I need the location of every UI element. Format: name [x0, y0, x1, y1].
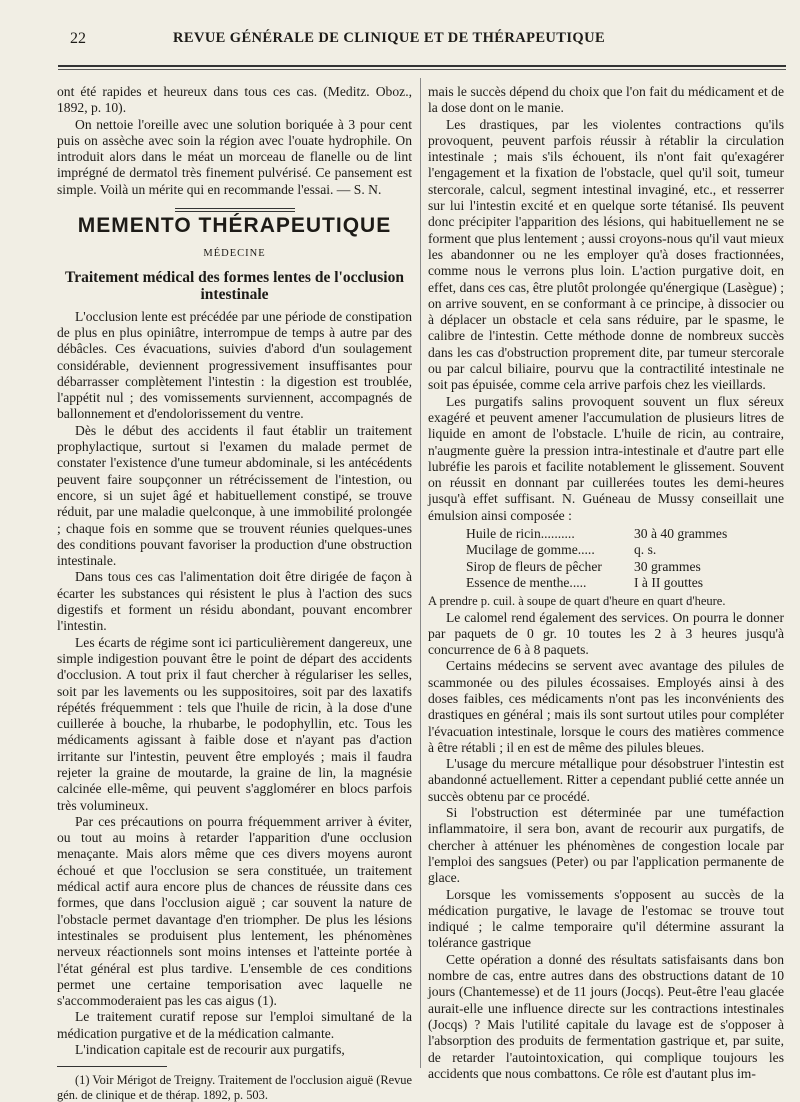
- left-column: [57, 84, 412, 1102]
- body-paragraph: L'indication capitale est de recourir aux purgatifs,: [75, 1042, 345, 1058]
- body-paragraph: Le traitement curatif repose sur l'emploi simultané de la médication purgative et de la médication calmante.: [57, 1009, 412, 1041]
- body-paragraph: Dès le début des accidents il faut établir un traitement prophylactique, surtout si l'examen du malade permet de constater l'existence d'une tumeur abdominale, si les antécédents peuvent faire soupçonner un rétrécissement de l'intestion, ou encore, si un sujet âgé et habituellement constipé, se trouve réduit, par une maladie quelconque, à une immobilité prolongée ; chaque fois en somme que se trouvent réunies quelques-unes des conditions pouvant favoriser la production d'une obstruction intestinale.: [57, 422, 412, 569]
- body-paragraph: Lorsque les vomissements s'opposent au succès de la médication purgative, le lavage de l'estomac se trouve tout indiqué ; le calme temporaire qu'il détermine assurant la tolérance gastrique: [428, 886, 784, 951]
- formula-row: [466, 542, 784, 558]
- body-paragraph: L'usage du mercure métallique pour désobstruer l'intestin est abandonné actuellement. Ritter a cependant publié cette année un succès obtenu par ce procédé.: [428, 756, 784, 804]
- formula-quantity: q. s.: [634, 542, 657, 558]
- prescription-formula: [466, 526, 784, 591]
- body-paragraph: Cette opération a donné des résultats satisfaisants dans bon nombre de cas, entre autres dans des obstructions datant de 10 jours (Chantemesse) et de 11 jours (Jocqs). Peut-être l'eau glacée aurait-elle une influence directe sur les contractions intestinales (Jocqs) ? Mais l'utilité capitale du lavage est de s'opposer à l'absorption des produits de fermentation gastrique et, par suite, de retarder l'autointoxication, qui complique toujours les accidents que nous combattons. Ce rôle est d'autant plus im-: [428, 951, 784, 1081]
- footnote-rule: [57, 1066, 167, 1067]
- body-paragraph: Le calomel rend également des services. On pourra le donner par paquets de 0 gr. 10 toutes les 2 à 3 heures jusqu'à concurrence de 6 à 8 paquets.: [428, 609, 784, 658]
- formula-ingredient: Huile de ricin..........: [466, 526, 575, 542]
- formula-quantity: 30 grammes: [634, 558, 701, 574]
- body-paragraph: Par ces précautions on pourra fréquemment arriver à éviter, ou tout au moins à retarder l'apparition d'une occlusion menaçante. Mais alors même que ces divers moyens auront échoué et que l'occlusion se sera constituée, un traitement médical actif aura encore plus de chances de réussite dans ces formes, que dans l'occlusion aiguë ; car souvent la nature de l'obstacle permet davantage d'en triompher. De plus les lésions intestinales se produisent plus lentement, les phénomènes nerveux réactionnels sont moins intenses et l'atteinte portée à l'état général est plus tardive. L'ensemble de ces conditions permet une certaine temporisation avec laquelle ne s'accommoderaient pas les cas aigus (1).: [57, 813, 412, 1009]
- body-paragraph: Les drastiques, par les violentes contractions qu'ils provoquent, peuvent parfois réussir à rétablir la circulation intestinale ; mais s'ils échouent, ils n'ont fait qu'exagérer l'engagement et la fixation de l'obstacle, quel qu'il soit, tumeur stercorale, calcul, segment intestinal invaginé, etc., et resserrer sur lui l'intestin excité et en quelque sorte tétanisé. Ils peuvent donc précipiter l'apparition des lésions, qui habituellement ne se forment que plus lentement ; aussi croyons-nous qu'il vaut mieux les abandonner ou ne les employer qu'à doses fractionnées, comme nous le verrons plus loin. L'action purgative doit, en effet, dans ces cas, être plutôt prolongée qu'énergique (Lasègue) ; on arrive souvent, en se conformant à ce principe, à dissocier ou à déplacer un obstacle et cela sans réduire, par le spasme, le calibre de l'intestin. Cette méthode donne de nombreux succès dans les cas d'obstruction proprement dite, par tumeur stercorale ou par calcul biliaire, pourvu que la contractilité intestinale ne soit pas épuisée, comme cela arrive parfois chez les vieillards.: [428, 116, 784, 393]
- section-rule: [175, 208, 295, 209]
- article-title: Traitement médical des formes lentes de l'occlusion intestinale: [65, 268, 404, 303]
- body-paragraph: Si l'obstruction est déterminée par une tuméfaction inflammatoire, il sera bon, avant de recourir aux purgatifs, de chercher à atténuer les phénomènes de congestion locale par l'emploi des sangsues (Peter) ou par l'application permanente de glace.: [428, 805, 784, 886]
- body-paragraph: mais le succès dépend du choix que l'on fait du médicament et de la dose dont on le manie.: [428, 84, 784, 116]
- section-label: MÉDECINE: [203, 248, 266, 260]
- formula-quantity: I à II gouttes: [634, 574, 704, 590]
- formula-ingredient: Essence de menthe.....: [466, 574, 587, 590]
- body-paragraph: Dans tous ces cas l'alimentation doit être dirigée de façon à écarter les substances qui résistent le plus à l'action des sucs digestifs et forment un résidu abondant, pouvant encombrer l'intestin.: [57, 569, 412, 634]
- formula-row: [466, 526, 784, 542]
- formula-ingredient: Sirop de fleurs de pêcher: [466, 558, 602, 574]
- footnote: (1) Voir Mérigot de Treigny. Traitement de l'occlusion aiguë (Revue gén. de clinique et de thérap. 1892, p. 503.: [57, 1073, 412, 1102]
- formula-quantity: 30 à 40 grammes: [634, 526, 728, 542]
- memento-heading: MEMENTO THÉRAPEUTIQUE: [77, 214, 392, 238]
- body-paragraph: L'occlusion lente est précédée par une période de constipation de plus en plus opiniâtre, interrompue de temps à autre par des débâcles. Ces évacuations, suivies d'abord d'un soulagement considérable, deviennent progressivement insuffisantes pour débarrasser complètement l'intestin : la digestion est troublée, l'appétit nul ; des vomissements surviennent, accompagnés de ballonnement et d'endolorissement du ventre.: [57, 308, 412, 422]
- page-header: [0, 30, 800, 54]
- body-paragraph: Certains médecins se servent avec avantage des pilules de scammonée ou des pilules écossaises. Employés ainsi à des doses faibles, ces médicaments n'ont pas les inconvénients des drastiques en général ; mais ils sont surtout utiles pour compléter l'évacuation intestinale, lorsque le cours des matières commence à être rétabli ; il en est de même des pilules bleues.: [428, 658, 784, 755]
- header-rule-thin: [58, 69, 786, 70]
- page-number: 22: [70, 30, 86, 47]
- running-title: REVUE GÉNÉRALE DE CLINIQUE ET DE THÉRAPEUTIQUE: [173, 30, 606, 46]
- body-paragraph: Les écarts de régime sont ici particulièrement dangereux, une simple indigestion pouvant être le point de départ des accidents d'occlusion. A tout prix il faut chercher à régulariser les selles, soit par les lavements ou les suppositoires, soit par des laxatifs répétés fréquemment : tels que l'huile de ricin, à la dose d'une cuillerée à bouche, la rhubarbe, le podophyllin, etc. Tous les médicaments agissant à faible dose et n'ayant pas d'action irritante sur l'intestin, peuvent être employés ; mais il faudra rejeter la graine de moutarde, la graine de lin, la magnésie calcinée elle-même, qui peuvent s'agglomérer en blocs parfois très volumineux.: [57, 634, 412, 813]
- right-column: [428, 84, 784, 1082]
- body-paragraph: Les purgatifs salins provoquent souvent un flux séreux exagéré et peuvent amener l'accumulation de plusieurs litres de liquide en amont de l'obstacle. L'huile de ricin, au contraire, n'augmente guère la pression intra-intestinale et d'autre part elle lubréfie les parois et facilite notablement le glissement. Souvent on réussit en donnant par cuillerées toutes les demi-heures jusqu'à effet suffisant. N. Guéneau de Mussy conseillait une émulsion ainsi composée :: [428, 393, 784, 523]
- intro-paragraph: ont été rapides et heureux dans tous ces cas. (Meditz. Oboz., 1892, p. 10).: [57, 84, 412, 116]
- header-rule: [58, 65, 786, 67]
- intro-paragraph: On nettoie l'oreille avec une solution boriquée à 3 pour cent puis on assèche avec soin la région avec l'ouate hydrophile. On introduit alors dans le méat un morceau de flanelle ou de lint imprégné de dermatol très finement pulvérisé. Ce pansement est simple. Voilà un mérite qui en recommande l'essai. — S. N.: [57, 116, 412, 197]
- section-rule: [175, 211, 295, 212]
- formula-row: [466, 559, 784, 575]
- formula-ingredient: Mucilage de gomme.....: [466, 542, 595, 558]
- formula-row: [466, 575, 784, 591]
- dosage-instruction: A prendre p. cuil. à soupe de quart d'heure en quart d'heure.: [428, 594, 726, 609]
- column-divider: [420, 78, 421, 1068]
